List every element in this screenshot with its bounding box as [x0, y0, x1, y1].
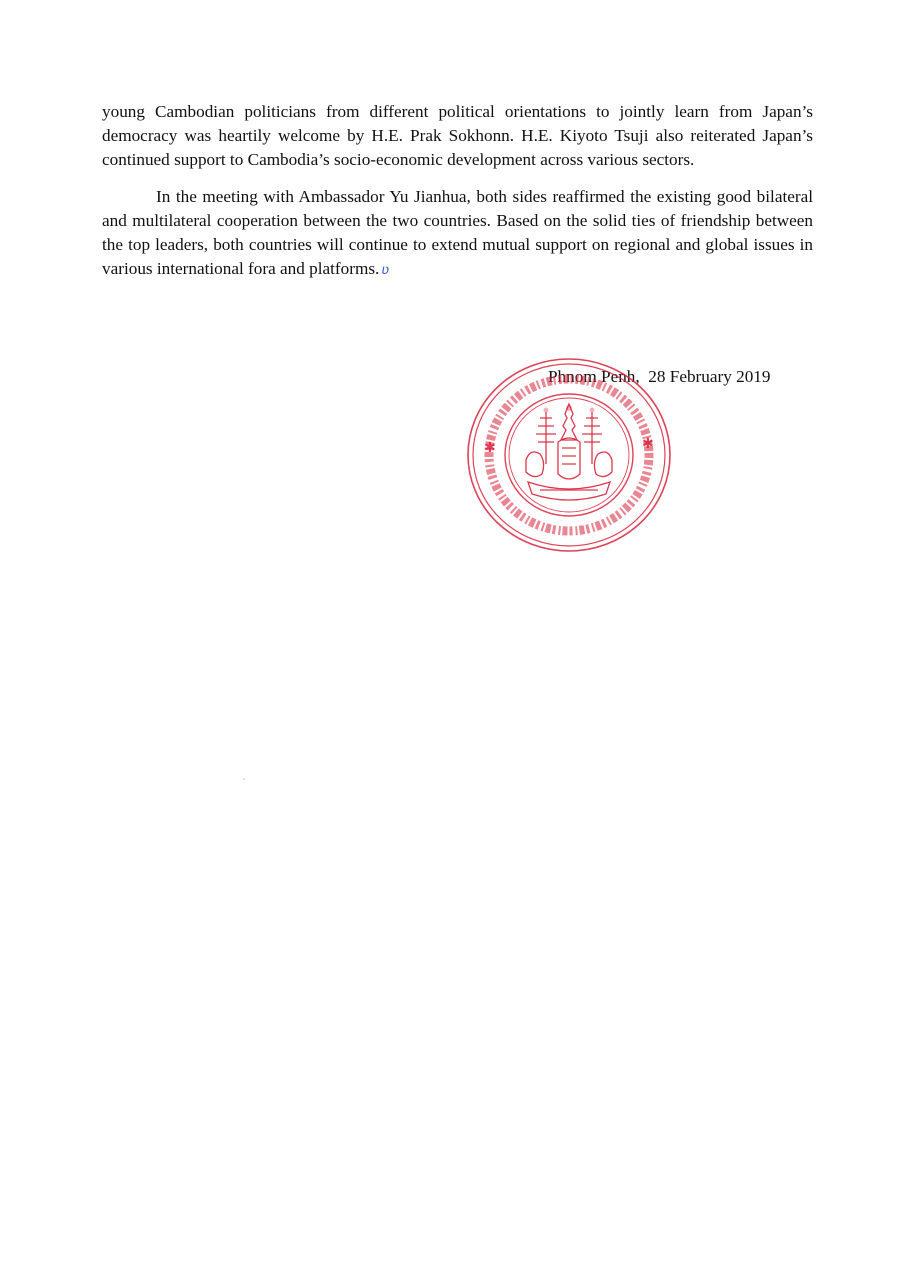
svg-text:✱: ✱ [484, 440, 496, 456]
dateline: Phnom Penh, 28 February 2019 [548, 367, 771, 386]
paragraph-1-text: young Cambodian politicians from different political orientations to jointly learn from Japan’s democracy was heartily welcome by H.E. Prak Sokhonn. H.E. Kiyoto Tsuji also reiterated Japan’s continued support to Cambodia’s socio-economic development across various sectors. [102, 102, 813, 170]
handwritten-initial-mark: ʋ [381, 263, 390, 279]
scan-speck [243, 778, 245, 780]
svg-text:✱: ✱ [642, 436, 654, 452]
paragraph-2 [102, 185, 813, 284]
paragraph-1 [102, 100, 813, 173]
document-body [102, 100, 813, 283]
paragraph-2-text: In the meeting with Ambassador Yu Jianhua, both sides reaffirmed the existing good bilateral and multilateral cooperation between the two countries. Based on the solid ties of friendship between the top leaders, both countries will continue to extend mutual support on regional and global issues in various international fora and platforms. [102, 186, 813, 279]
